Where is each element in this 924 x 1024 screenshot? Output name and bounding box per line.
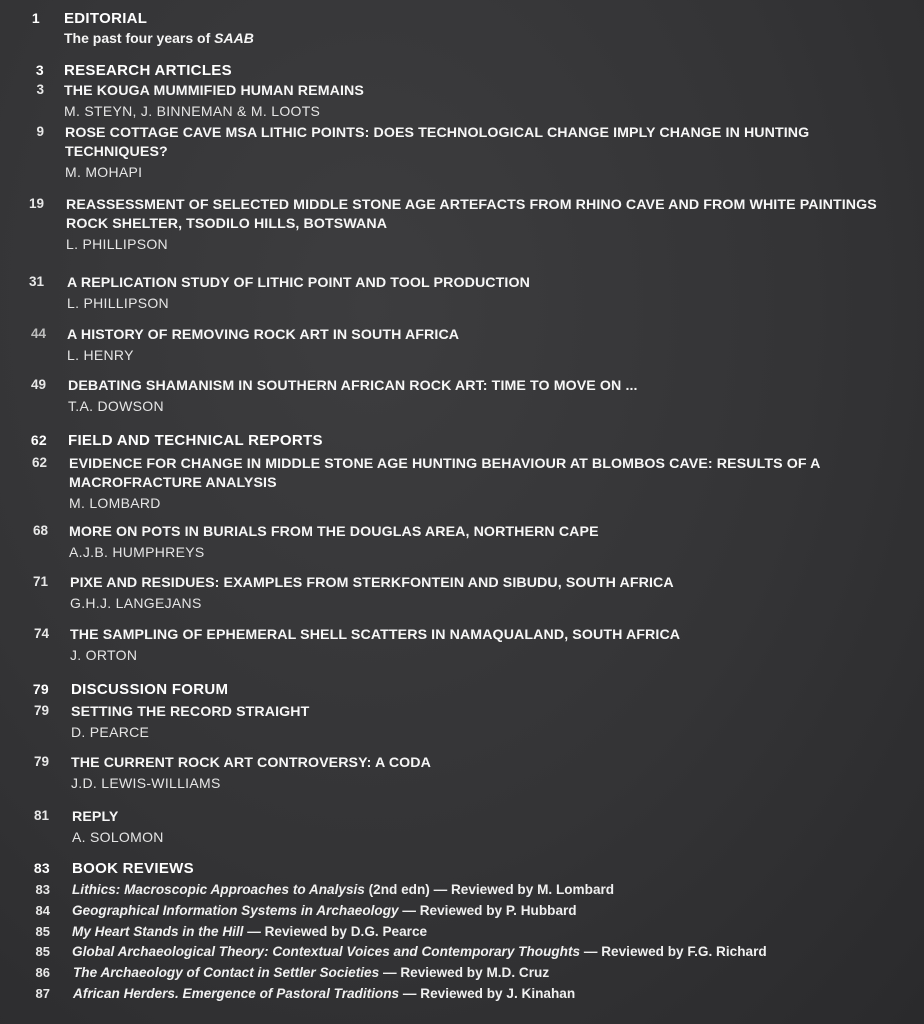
entry-title: EVIDENCE FOR CHANGE IN MIDDLE STONE AGE HUNTING BEHAVIOUR AT BLOMBOS CAVE: RESULTS OF A MACROFRACTURE ANALYSIS [69,456,820,491]
entry-author: M. LOMBARD [69,495,161,511]
entry-author: A.J.B. HUMPHREYS [69,544,205,560]
review-reviewer: — Reviewed by D.G. Pearce [243,924,428,939]
entry-title: A REPLICATION STUDY OF LITHIC POINT AND TOOL PRODUCTION [67,275,530,291]
entry-title: THE CURRENT ROCK ART CONTROVERSY: A CODA [71,755,431,771]
entry-author: A. SOLOMON [72,829,164,845]
review-reviewer: — Reviewed by M.D. Cruz [379,965,550,980]
entry-page-number: 74 [33,626,49,641]
entry-title: REASSESSMENT OF SELECTED MIDDLE STONE AGE ARTEFACTS FROM RHINO CAVE AND FROM WHITE PAINTINGS ROCK SHELTER, TSODILO HILLS, BOTSWANA [66,197,877,232]
review-book-title: The Archaeology of Contact in Settler Societies [73,965,380,980]
entry-page-number: 31 [28,274,44,289]
entry-page-number: 71 [32,574,48,589]
review-book-title: African Herders. Emergence of Pastoral Traditions [73,986,400,1001]
entry-author: L. PHILLIPSON [67,295,169,311]
review-book-title: Lithics: Macroscopic Approaches to Analysis [72,882,365,897]
entry-page-number: 85 [35,924,50,939]
review-reviewer: — Reviewed by F.G. Richard [580,944,767,959]
entry-page-number: 49 [30,377,46,392]
entry-author: M. MOHAPI [65,164,143,180]
entry-page-number: 81 [33,808,49,823]
entry-page-number: 79 [33,703,49,718]
entry-author: M. STEYN, J. BINNEMAN & M. LOOTS [64,103,321,119]
review-reviewer: — Reviewed by P. Hubbard [398,903,577,918]
entry-page-number: 44 [30,326,46,341]
entry-page-number: 19 [28,196,44,211]
section-page-number: 83 [33,860,50,876]
section-page-number: 1 [31,10,40,26]
review-edition: (2nd edn) [364,882,430,897]
entry-author: L. HENRY [67,347,134,363]
entry-title: ROSE COTTAGE CAVE MSA LITHIC POINTS: DOES TECHNOLOGICAL CHANGE IMPLY CHANGE IN HUNTING TECHNIQUES? [65,125,810,160]
entry-author: T.A. DOWSON [68,398,164,414]
section-heading: EDITORIAL [64,10,148,27]
entry-title: REPLY [72,809,119,825]
entry-page-number: 85 [35,944,50,959]
entry-page-number: 86 [35,965,50,980]
review-book-title: Global Archaeological Theory: Contextual Voices and Contemporary Thoughts [72,944,581,959]
entry-page-number: 68 [32,523,48,538]
entry-page-number: 87 [35,986,50,1001]
entry-author: J. ORTON [70,647,138,663]
entry-page-number: 79 [33,754,49,769]
entry-page-number: 84 [35,903,50,918]
editorial-subtitle-journal: SAAB [214,30,254,46]
section-heading: BOOK REVIEWS [72,860,194,877]
section-heading: FIELD AND TECHNICAL REPORTS [68,432,323,449]
entry-author: J.D. LEWIS-WILLIAMS [71,775,221,791]
entry-title: MORE ON POTS IN BURIALS FROM THE DOUGLAS AREA, NORTHERN CAPE [69,524,599,540]
entry-page-number: 83 [35,882,50,897]
entry-author: L. PHILLIPSON [66,236,168,252]
entry-author: G.H.J. LANGEJANS [70,595,202,611]
editorial-subtitle-text: The past four years of [64,30,215,46]
entry-title: A HISTORY OF REMOVING ROCK ART IN SOUTH AFRICA [67,327,460,343]
review-reviewer: — Reviewed by M. Lombard [429,882,615,897]
editorial-subtitle [64,30,894,46]
section-page-number: 79 [32,681,49,697]
section-heading: DISCUSSION FORUM [71,681,229,698]
section-heading: RESEARCH ARTICLES [64,62,232,79]
entry-author: D. PEARCE [71,724,150,740]
entry-title: THE KOUGA MUMMIFIED HUMAN REMAINS [64,83,364,99]
entry-title: THE SAMPLING OF EPHEMERAL SHELL SCATTERS IN NAMAQUALAND, SOUTH AFRICA [70,627,681,643]
section-page-number: 62 [30,432,47,448]
review-book-title: My Heart Stands in the Hill [72,924,244,939]
entry-page-number: 9 [36,124,44,139]
review-book-title: Geographical Information Systems in Archaeology [72,903,399,918]
section-page-number: 3 [35,62,44,78]
entry-page-number: 62 [31,455,47,470]
entry-title: PIXE AND RESIDUES: EXAMPLES FROM STERKFONTEIN AND SIBUDU, SOUTH AFRICA [70,575,674,591]
entry-title: SETTING THE RECORD STRAIGHT [71,704,310,720]
review-reviewer: — Reviewed by J. Kinahan [399,986,576,1001]
entry-page-number: 3 [36,82,44,97]
entry-title: DEBATING SHAMANISM IN SOUTHERN AFRICAN ROCK ART: TIME TO MOVE ON ... [68,378,638,394]
